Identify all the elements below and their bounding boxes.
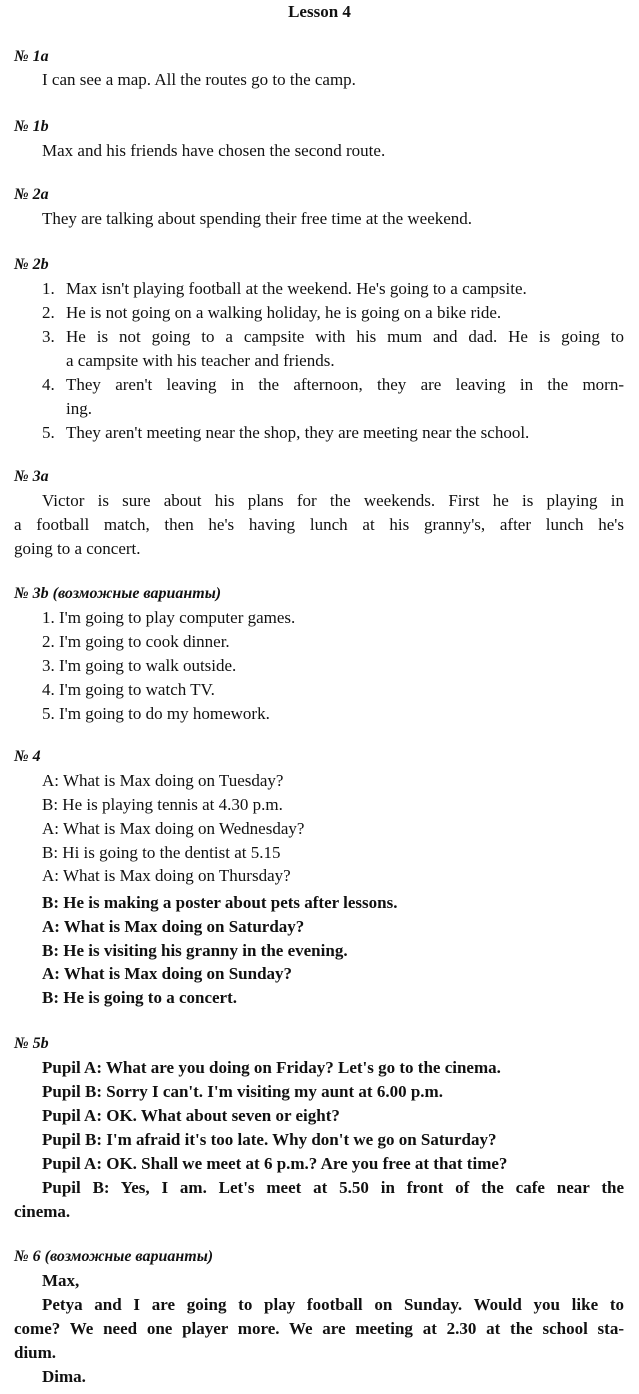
letter-line: dium. xyxy=(14,1343,57,1362)
dialogue-line: B: Hi is going to the dentist at 5.15 xyxy=(42,843,281,862)
exercise-1b-line: Max and his friends have chosen the second route. xyxy=(42,141,386,160)
list-number: 1. xyxy=(42,279,55,298)
dialogue-line: A: What is Max doing on Sunday? xyxy=(42,964,293,983)
list-item-continued: a campsite with his teacher and friends. xyxy=(66,351,335,370)
dialogue-line-continued: cinema. xyxy=(14,1202,71,1221)
list-item: 1. I'm going to play computer games. xyxy=(42,608,296,627)
dialogue-line: Pupil B: Sorry I can't. I'm visiting my aunt at 6.00 p.m. xyxy=(42,1082,443,1101)
list-item: 4. I'm going to watch TV. xyxy=(42,680,215,699)
exercise-header-2b: № 2b xyxy=(14,256,49,273)
list-item: They aren't meeting near the shop, they are meeting near the school. xyxy=(66,423,530,442)
dialogue-line: A: What is Max doing on Thursday? xyxy=(42,866,291,885)
page-title: Lesson 4 xyxy=(288,2,351,21)
dialogue-line: B: He is going to a concert. xyxy=(42,988,237,1007)
paragraph-line: a football match, then he's having lunch at his granny's, after lunch he's xyxy=(14,515,624,534)
exercise-header-5b: № 5b xyxy=(14,1035,49,1052)
dialogue-line: Pupil A: What are you doing on Friday? Let's go to the cinema. xyxy=(42,1058,501,1077)
exercise-header-3a: № 3a xyxy=(14,468,49,485)
exercise-header-1b: № 1b xyxy=(14,118,49,135)
list-item-continued: ing. xyxy=(66,399,92,418)
dialogue-line: Pupil B: I'm afraid it's too late. Why don't we go on Saturday? xyxy=(42,1130,497,1149)
paragraph-line: Victor is sure about his plans for the weekends. First he is playing in xyxy=(42,491,624,510)
dialogue-line: Pupil A: OK. Shall we meet at 6 p.m.? Are you free at that time? xyxy=(42,1154,508,1173)
letter-line: come? We need one player more. We are meeting at 2.30 at the school sta- xyxy=(14,1319,624,1338)
dialogue-line: Pupil B: Yes, I am. Let's meet at 5.50 in front of the cafe near the xyxy=(42,1178,624,1197)
list-item: He is not going to a campsite with his mum and dad. He is going to xyxy=(66,327,624,346)
exercise-header-2a: № 2a xyxy=(14,186,49,203)
list-item: 5. I'm going to do my homework. xyxy=(42,704,270,723)
dialogue-line: B: He is visiting his granny in the evening. xyxy=(42,941,348,960)
dialogue-line: B: He is playing tennis at 4.30 p.m. xyxy=(42,795,283,814)
dialogue-line: A: What is Max doing on Tuesday? xyxy=(42,771,284,790)
list-number: 3. xyxy=(42,327,55,346)
list-number: 5. xyxy=(42,423,55,442)
exercise-header-3b: № 3b (возможные варианты) xyxy=(14,585,222,602)
letter-signature: Dima. xyxy=(42,1367,86,1386)
dialogue-line: A: What is Max doing on Wednesday? xyxy=(42,819,305,838)
dialogue-line: Pupil A: OK. What about seven or eight? xyxy=(42,1106,340,1125)
list-item: They aren't leaving in the afternoon, they are leaving in the morn- xyxy=(66,375,624,394)
list-item: 2. I'm going to cook dinner. xyxy=(42,632,230,651)
exercise-2a-line: They are talking about spending their free time at the weekend. xyxy=(42,209,473,228)
exercise-header-6: № 6 (возможные варианты) xyxy=(14,1248,214,1265)
dialogue-line: B: He is making a poster about pets after lessons. xyxy=(42,893,398,912)
exercise-header-4: № 4 xyxy=(14,748,41,765)
list-number: 4. xyxy=(42,375,55,394)
letter-line: Petya and I are going to play football on Sunday. Would you like to xyxy=(42,1295,624,1314)
letter-line: Max, xyxy=(42,1271,80,1290)
exercise-header-1a: № 1a xyxy=(14,48,49,65)
list-number: 2. xyxy=(42,303,55,322)
dialogue-line: A: What is Max doing on Saturday? xyxy=(42,917,305,936)
list-item: 3. I'm going to walk outside. xyxy=(42,656,237,675)
exercise-1a-line: I can see a map. All the routes go to the camp. xyxy=(42,70,356,89)
list-item: Max isn't playing football at the weekend. He's going to a campsite. xyxy=(66,279,527,298)
list-item: He is not going on a walking holiday, he is going on a bike ride. xyxy=(66,303,502,322)
paragraph-line: going to a concert. xyxy=(14,539,141,558)
